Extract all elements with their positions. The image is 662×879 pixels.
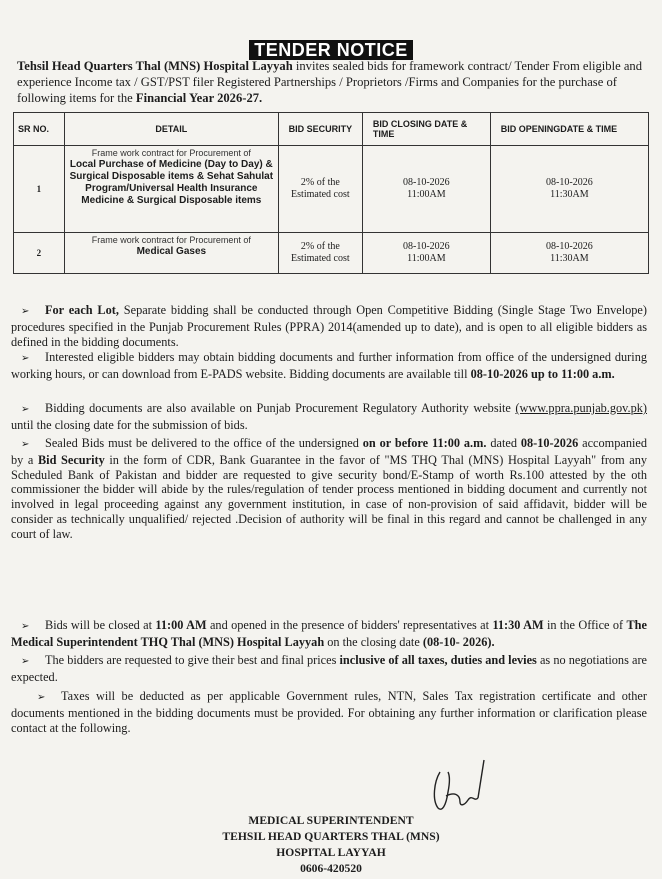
paragraph-prices xyxy=(11,653,647,685)
p5-d: 11:30 AM xyxy=(492,618,544,632)
opening-date: 08-10-2026 xyxy=(546,241,593,252)
detail-main: Medical Gases xyxy=(136,246,207,257)
row-security: 2% of the Estimated cost xyxy=(278,233,362,274)
handwritten-signature xyxy=(420,752,510,822)
arrow-bullet-icon: ➢ xyxy=(21,353,30,364)
p1-text: Separate bidding shall be conducted through Open Competitive Bidding (Single Stage Two Envelope) procedures specified in the Punjab Procurement Rules (PPRA) 2014(amended up to date), and is open to all eligible bidders as defined in the bidding documents. xyxy=(11,303,647,349)
intro-paragraph xyxy=(17,58,645,106)
items-table xyxy=(13,112,649,274)
p5-h: (08-10- 2026). xyxy=(422,634,495,649)
row-sr: 2 xyxy=(14,233,65,274)
notice-title: TENDER NOTICE xyxy=(249,40,413,60)
p2-text: Interested eligible bidders may obtain bidding documents and further information from office of the undersigned during working hours, or can download from E-PADS website. Bidding documents are available till xyxy=(11,350,647,381)
header-detail: DETAIL xyxy=(64,113,278,146)
arrow-bullet-icon: ➢ xyxy=(21,404,30,415)
opening-time: 11:30AM xyxy=(550,189,589,200)
detail-prefix: Frame work contract for Procurement of xyxy=(91,235,251,245)
p3-tail: until the closing date for the submission of bids. xyxy=(11,417,248,432)
arrow-bullet-icon: ➢ xyxy=(37,692,46,703)
p2-bold: 08-10-2026 up to 11:00 a.m. xyxy=(470,366,615,381)
header-closing: BID CLOSING DATE & TIME xyxy=(362,113,490,146)
opening-time: 11:30AM xyxy=(550,253,589,264)
paragraph-taxes xyxy=(11,689,647,735)
intro-text: invites sealed bids for framework contract/ Tender From eligible and experience Income tax / GST/PST filer Registered Partnerships / Proprietors /Firms and Companies for the purchase of following items for the xyxy=(17,59,643,105)
row-detail xyxy=(64,233,278,274)
signature-title: MEDICAL SUPERINTENDENT xyxy=(248,814,414,827)
paragraph-bids-closed xyxy=(11,618,647,650)
p4-b: on or before 11:00 a.m. xyxy=(362,436,487,450)
paragraph-documents xyxy=(11,350,647,382)
p5-f: The Medical Superintendent THQ Thal (MNS) Hospital Layyah xyxy=(11,618,647,649)
p5-g: on the closing date xyxy=(324,634,423,649)
table-header-row xyxy=(14,113,649,146)
row-closing xyxy=(362,146,490,233)
closing-time: 11:00AM xyxy=(407,189,446,200)
p6-c: as no negotiations are expected. xyxy=(11,653,647,684)
arrow-bullet-icon: ➢ xyxy=(21,439,30,450)
p4-f: Bid Security xyxy=(37,452,105,467)
row-closing xyxy=(362,233,490,274)
paragraph-ppra xyxy=(11,401,647,433)
p4-d: 08-10-2026 xyxy=(520,436,579,450)
intro-org: Tehsil Head Quarters Thal (MNS) Hospital Layyah xyxy=(17,59,293,73)
header-opening: BID OPENINGDATE & TIME xyxy=(490,113,648,146)
table-row xyxy=(14,233,649,274)
p4-g: in the form of CDR, Bank Guarantee in the favor of "MS THQ Thal (MNS) Hospital Layyah" from any Scheduled Bank of Pakistan and bidder are requested to give security bond/E-Stamp of worth Rs.100 attested by the oth commissioner the bidder will abide by the rules/regulation of tender process mentioned in bidding document and currently not involved in legal proceeding against any government institution, in case of non-provision of said affidavit, bidder will be consider as technically unqualified/ rejected .Decision of authority will be final in this regard and cannot be challenged in any court of law. xyxy=(11,452,647,541)
signature-phone: 0606-420520 xyxy=(300,862,362,875)
p5-c: and opened in the presence of bidders' representatives at xyxy=(206,618,493,632)
signature-location: HOSPITAL LAYYAH xyxy=(276,846,386,859)
p7-text: Taxes will be deducted as per applicable Government rules, NTN, Sales Tax registration certificate and other documents mentioned in the bidding documents must be provided. For obtaining any further information or clarification please contact at the following. xyxy=(11,689,647,735)
intro-year: Financial Year 2026-27. xyxy=(135,91,263,105)
detail-main: Local Purchase of Medicine (Day to Day) & Surgical Disposable items & Sehat Sahulat Program/Universal Health Insurance Medicine & Surgical Disposable items xyxy=(69,159,274,206)
p5-e: in the Office of xyxy=(543,618,627,632)
arrow-bullet-icon: ➢ xyxy=(21,621,30,632)
row-sr: 1 xyxy=(14,146,65,233)
p6-a: The bidders are requested to give their best and final prices xyxy=(45,653,340,667)
p6-b: inclusive of all taxes, duties and levies xyxy=(339,653,537,667)
ppra-link[interactable]: (www.ppra.punjab.gov.pk) xyxy=(515,401,647,415)
detail-prefix: Frame work contract for Procurement of xyxy=(91,148,251,158)
p4-a: Sealed Bids must be delivered to the office of the undersigned xyxy=(45,436,363,450)
p3-text: Bidding documents are also available on Punjab Procurement Regulatory Authority website xyxy=(45,401,516,415)
row-opening xyxy=(490,146,648,233)
closing-time: 11:00AM xyxy=(407,253,446,264)
row-security: 2% of the Estimated cost xyxy=(278,146,362,233)
closing-date: 08-10-2026 xyxy=(403,177,450,188)
row-opening xyxy=(490,233,648,274)
signature-org: TEHSIL HEAD QUARTERS THAL (MNS) xyxy=(222,830,440,843)
header-sr: SR NO. xyxy=(14,113,65,146)
table-row xyxy=(14,146,649,233)
p1-bold: For each Lot, xyxy=(45,303,119,317)
arrow-bullet-icon: ➢ xyxy=(21,656,30,667)
p5-a: Bids will be closed at xyxy=(45,618,156,632)
p5-b: 11:00 AM xyxy=(155,618,207,632)
paragraph-sealed-bids xyxy=(11,436,647,542)
p4-c: dated xyxy=(486,436,521,450)
opening-date: 08-10-2026 xyxy=(546,177,593,188)
paragraph-lot xyxy=(11,303,647,349)
row-detail xyxy=(64,146,278,233)
closing-date: 08-10-2026 xyxy=(403,241,450,252)
arrow-bullet-icon: ➢ xyxy=(21,306,30,317)
p4-e: accompanied by a xyxy=(11,436,647,467)
header-security: BID SECURITY xyxy=(278,113,362,146)
